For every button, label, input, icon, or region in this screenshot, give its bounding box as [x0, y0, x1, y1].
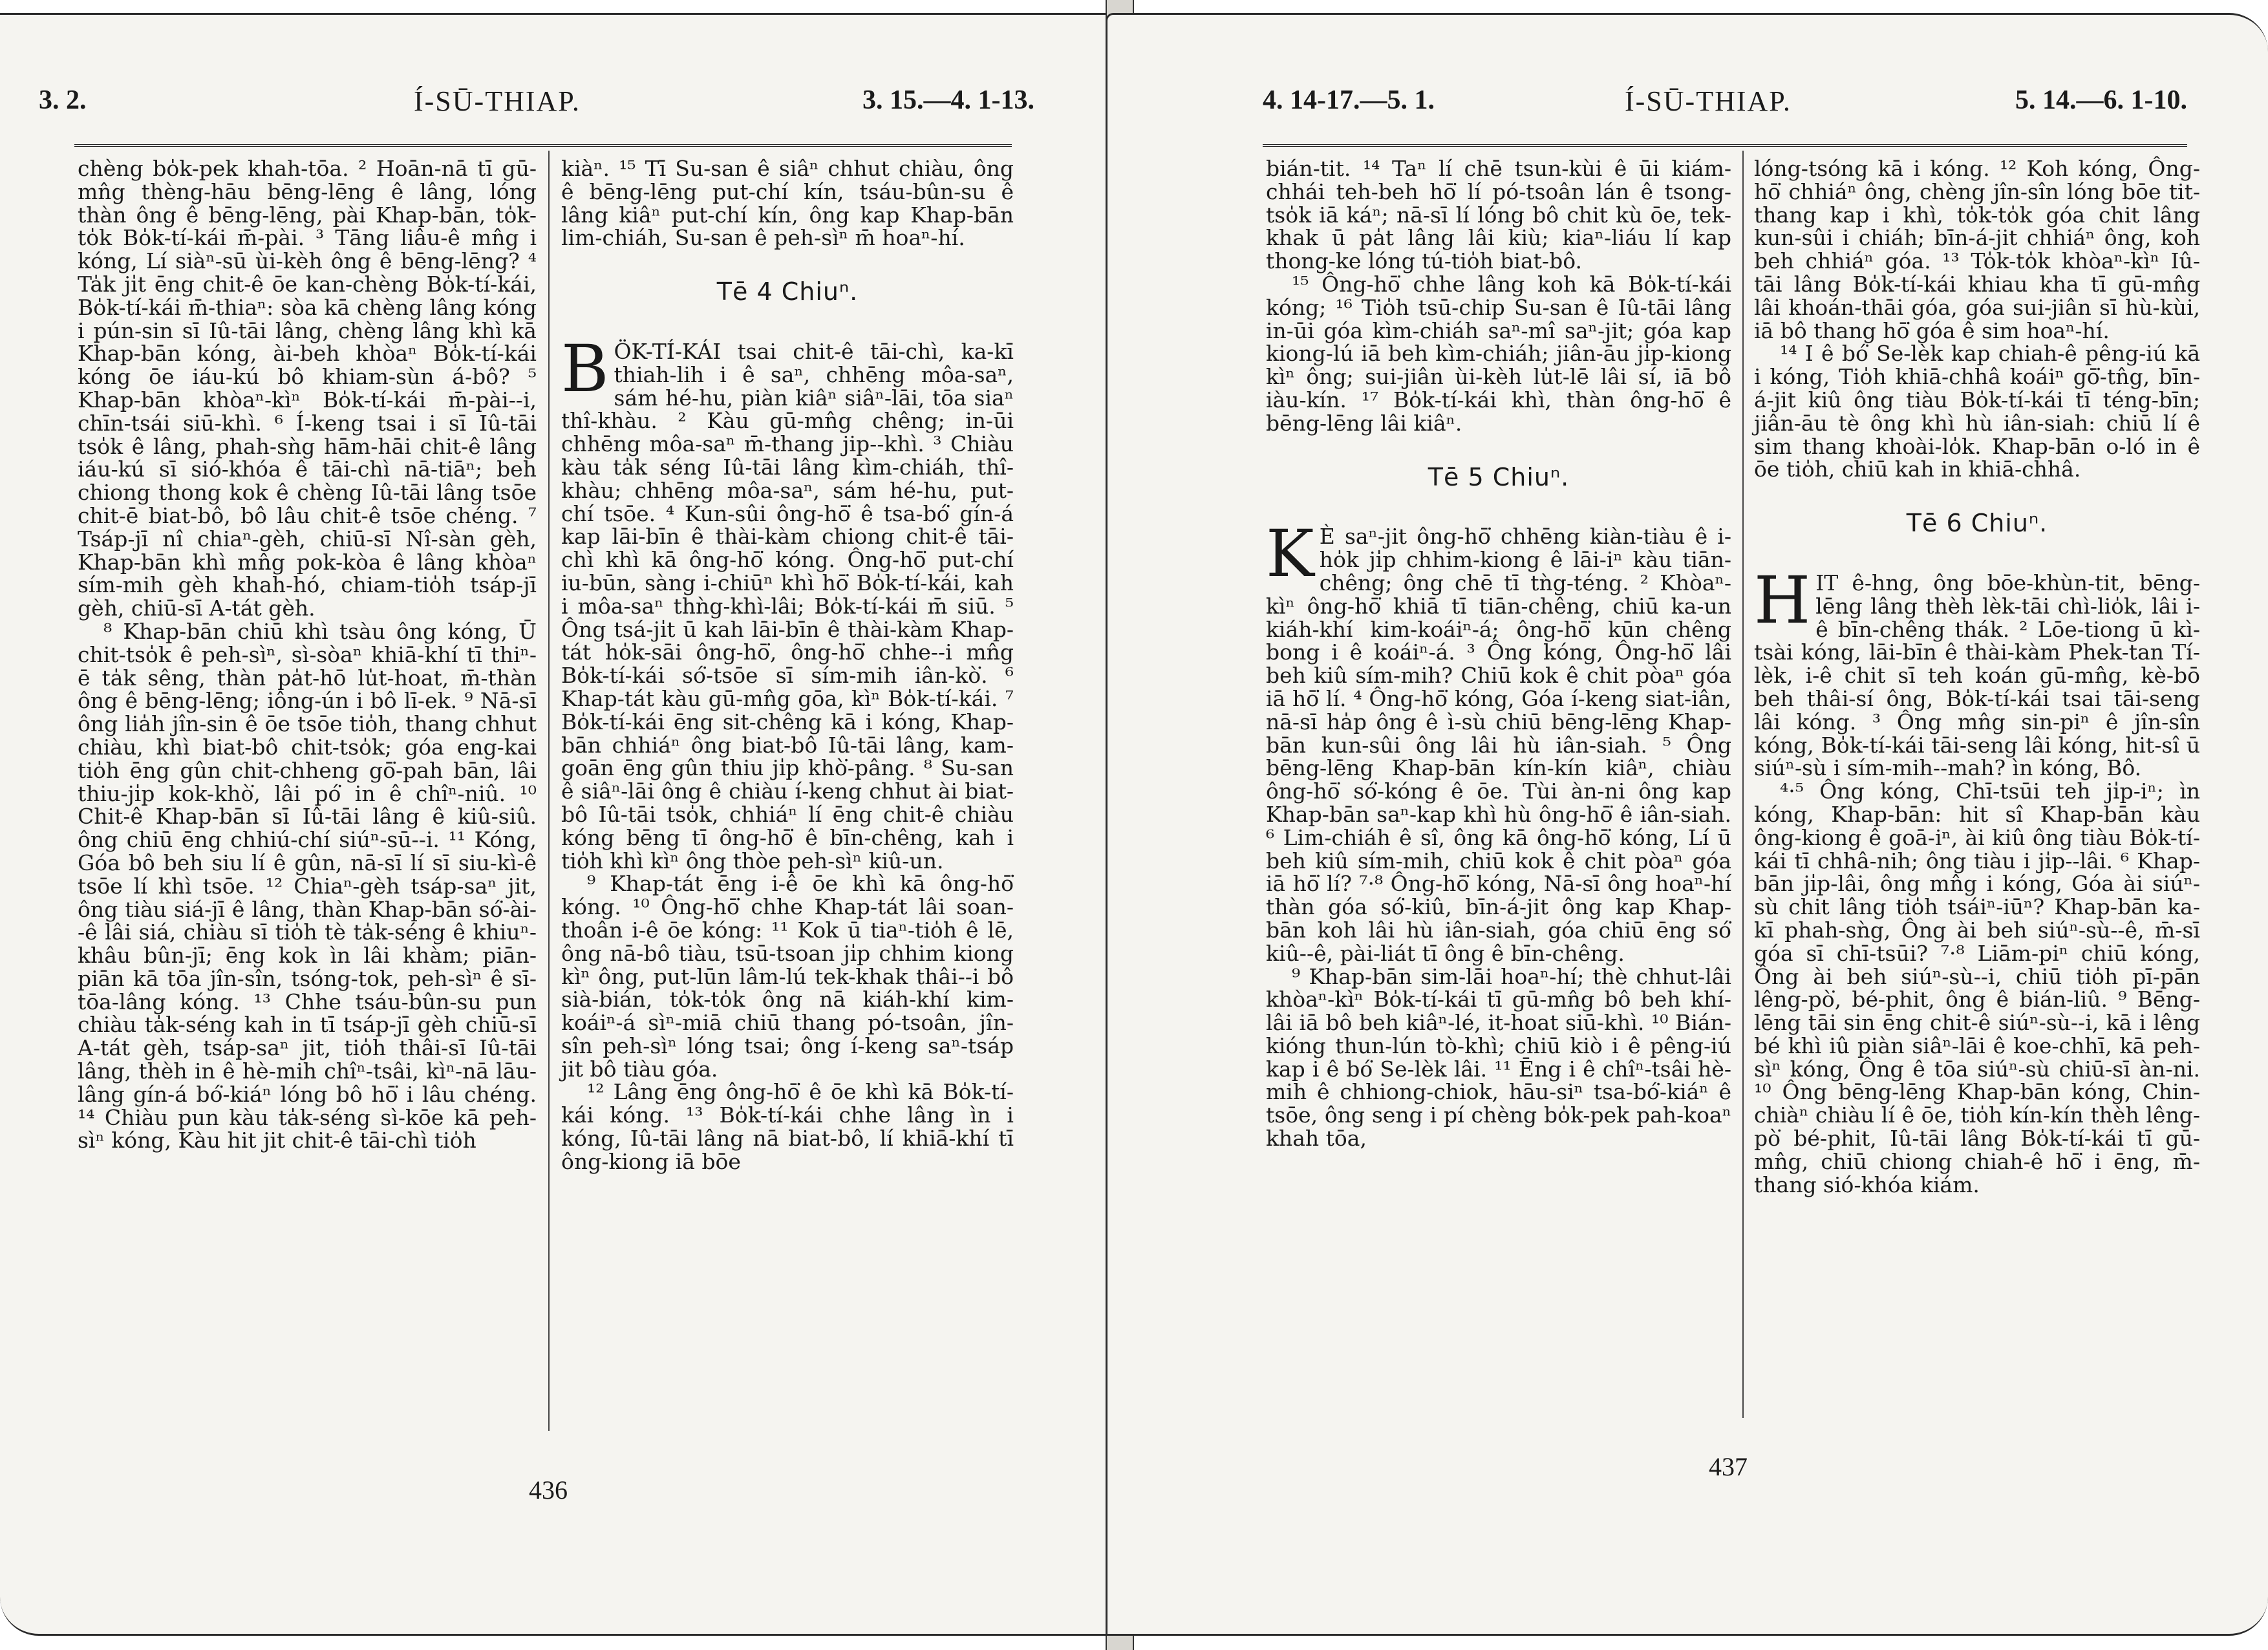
- drop-cap: H: [1754, 562, 1811, 638]
- chapter-heading: Tē 5 Chiuⁿ.: [1428, 462, 1570, 491]
- left-header-rule: [74, 144, 1012, 147]
- right-header: [1263, 85, 2187, 123]
- paragraph: bián-tit. ¹⁴ Taⁿ lí chē tsun-kùi ê ūi kiám-chhái teh-beh hō͘ lí pó-tsoân lán ê tsong-tso̍k iā káⁿ; nā-sī lí lóng bô chit kù ōe, tek-khak ū pa̍t lâng lâi kiù; kiaⁿ-liáu lí kap thong-ke lóng tú-tio̍h biat-bô.: [1266, 156, 1731, 274]
- paragraph: ¹⁴ I ê bó͘ Se-lèk kap chiah-ê pêng-iú kā i kóng, Tio̍h khiā-chhâ koáiⁿ gō͘-tn̂g, bīn-á-jit kiû ông tiàu Bo̍k-tí-kái tī téng-bīn; jiân-āu tè ông khì hù iân-siah: chiū lí ê sim thang khoài-lo̍k. Khap-bān o-ló in ê ōe tio̍h, chiū kah in khiā-chhâ.: [1754, 341, 2200, 482]
- paragraph: lóng-tsóng kā i kóng. ¹² Koh kóng, Ông-hō͘ chhiáⁿ ông, chèng jîn-sîn lóng bōe tit-thang kap i khì, to̍k-to̍k góa chit lâng kun-sûi i chiáh; bīn-á-jit chhiáⁿ ông, koh beh chhiáⁿ góa. ¹³ To̍k-to̍k khòaⁿ-kìⁿ Iû-tāi lâng Bo̍k-tí-kái khiau kha tī gū-mn̂g lâi khoán-thāi góa, góa sui-jiân sī hù-kùi, iā bô thang hō͘ góa ê sim hoaⁿ-hí.: [1754, 156, 2200, 343]
- paragraph: ⁴·⁵ Ông kóng, Chī-tsūi teh ji̍p-iⁿ; ìn kóng, Khap-bān: hit sî Khap-bān kàu ông-kiong ê goā-iⁿ, ài kiû ông tiàu Bo̍k-tí-kái tī chhâ-nih; ông tiàu i ji̍p--lâi. ⁶ Khap-bān ji̍p-lâi, ông mn̂g i kóng, Góa ài siúⁿ-sù chit lâng tio̍h tsáiⁿ-iūⁿ? Khap-bān ka-kī phah-sǹg, Ông ài beh siúⁿ-sù--ê, m̄-sī góa sī chī-tsūi? ⁷·⁸ Liām-piⁿ chiū kóng, Ông ài beh siúⁿ-sù--i, chiū tio̍h pī-pān lêng-pò͘, bé-phit, ông ê bián-liû. ⁹ Bēng-lēng tāi sin ēng chit-ê siúⁿ-sù--i, kā i lêng bé khì iû piàn siâⁿ-lāi ê koe-chhī, kā peh-sìⁿ kóng, Ông ê tōa siúⁿ-sù chiū-sī àn-ni. ¹⁰ Ông bēng-lēng Khap-bān kóng, Chin-chiàⁿ chiàu lí ê ōe, tio̍h kín-kín thèh lêng-pò͘ bé-phit, Iû-tāi lâng Bo̍k-tí-kái tī gū-mn̂g, chiū chiong chiah-ê hō͘ i ēng, m̄-thang sió-khóa kiám.: [1754, 778, 2200, 1197]
- right-header-ref: 4. 14-17.—5. 1.: [1263, 85, 1435, 115]
- paragraph: kiàⁿ. ¹⁵ Tī Su-san ê siâⁿ chhut chiàu, ông ê bēng-lēng put-chí kín, tsáu-bûn-su ê lâng kiâⁿ put-chí kín, ông kap Khap-bān lim-chiáh, Su-san ê peh-sìⁿ m̄ hoaⁿ-hí.: [561, 156, 1014, 251]
- left-column-1: [78, 157, 537, 1152]
- paragraph: ¹² Lâng ēng ông-hō͘ ê ōe khì kā Bo̍k-tí-kái kóng. ¹³ Bo̍k-tí-kái chhe lâng ìn i kóng, Iû-tāi lâng nā biat-bô, lí khiā-khí tī ông-kiong iā bōe: [561, 1079, 1014, 1174]
- left-header-ref: 3. 2.: [39, 85, 87, 115]
- left-column-divider: [548, 151, 550, 1431]
- right-page: [1106, 13, 2268, 1636]
- left-header-title: Í-SŪ-THIAP.: [414, 85, 581, 117]
- paragraph: chèng bo̍k-pek khah-tōa. ² Hoān-nā tī gū-mn̂g thèng-hāu bēng-lēng ê lâng, lóng thàn ông ê bēng-lēng, pài Khap-bān, to̍k-to̍k Bo̍k-tí-kái m̄-pài. ³ Tāng liâu-ê mn̂g i kóng, Lí siàⁿ-sū ùi-kèh ông ê bēng-lēng? ⁴ Ta̍k ji̍t ēng chit-ê ōe kan-chèng Bo̍k-tí-kái, Bo̍k-tí-kái m̄-thiaⁿ: sòa kā chèng lâng kóng i pún-sin sī Iû-tāi lâng, chèng lâng khì kā Khap-bān kóng, ài-beh khòaⁿ Bo̍k-tí-kái kóng ōe iáu-kú bô khiam-sùn á-bô? ⁵ Khap-bān khòaⁿ-kìⁿ Bo̍k-tí-kái m̄-pài--i, chīn-tsái siū-khì. ⁶ Í-keng tsai i sī Iû-tāi tso̍k ê lâng, phah-sǹg hām-hāi chit-ê lâng iáu-kú sī sió-khóa ê tāi-chì nā-tiāⁿ; beh chiong thong kok ê chèng Iû-tāi lâng tsōe chit-ē biat-bô, bô lâu chit-ê tsōe chéng. ⁷ Tsáp-jī nî chiaⁿ-gèh, chiū-sī Nî-sàn gèh, Khap-bān khì mn̂g pok-kòa ê lâng khòaⁿ sím-mih gèh khah-hó, chiam-tio̍h tsáp-jī gèh, chiū-sī A-tát gèh.: [78, 156, 537, 621]
- drop-cap: B: [561, 330, 609, 407]
- chapter-heading: Tē 4 Chiuⁿ.: [716, 277, 859, 306]
- paragraph: ¹⁵ Ông-hō͘ chhe lâng koh kā Bo̍k-tí-kái kóng; ¹⁶ Tio̍h tsū-chip Su-san ê Iû-tāi lâng in-ūi góa kìm-chiáh saⁿ-mî saⁿ-jit; góa kap kiong-lú iā beh kìm-chiáh; jiân-āu ji̍p-kiong kìⁿ ông; sui-jiân ùi-kèh lu̍t-lē lâi sí, iā bô iàu-kín. ¹⁷ Bo̍k-tí-kái khì, thàn ông-hō͘ ê bēng-lēng lâi kiâⁿ.: [1266, 271, 1731, 436]
- paragraph: ⁹ Khap-tát ēng i-ê ōe khì kā ông-hō͘ kóng. ¹⁰ Ông-hō͘ chhe Khap-tát lâi soan-thoân i-ê ōe kóng: ¹¹ Kok ū tiaⁿ-tio̍h ê lē, ông nā-bô tiàu, tsū-tsoan ji̍p chhim kiong kìⁿ ông, put-lūn lâm-lú tek-khak thâi--i bô sià-bián, to̍k-to̍k ông nā kiáh-khí kim-koáiⁿ-á sìⁿ-miā chiū thang pó-tsoân, jîn-sîn peh-sìⁿ lóng tsai; ông í-keng saⁿ-tsáp jit bô tiàu góa.: [561, 871, 1014, 1082]
- page-number: 436: [529, 1475, 568, 1505]
- left-header: [39, 85, 1034, 123]
- left-column-2: [561, 157, 1014, 1173]
- left-header-range: 3. 15.—4. 1-13.: [862, 85, 1034, 115]
- paragraph: ⁸ Khap-bān chiū khì tsàu ông kóng, Ū chit-tso̍k ê peh-sìⁿ, sì-sòaⁿ khiā-khí tī thiⁿ-ē ta̍k sêng, thàn pa̍t-hō lu̍t-hoat, m̄-thàn ông ê bēng-lēng; iông-ún i bô lī-ek. ⁹ Nā-sī ông lia̍h jîn-sin ê ōe tsōe tio̍h, thang chhut chiàu, khì biat-bô chit-tso̍k; góa eng-kai tio̍h ēng gûn chit-chheng gō͘-pah bān, lâi thiu-ji̍p kok-khò͘, lâi pó͘ in ê chîⁿ-niû. ¹⁰ Chit-ê Khap-bān sī Iû-tāi lâng ê kiû-siû. ông chiū ēng chhiú-chí siúⁿ-sū--i. ¹¹ Kóng, Góa bô beh siu lí ê gûn, nā-sī lí sī siu-kì-ê tsōe lí khì tsōe. ¹² Chiaⁿ-gèh tsáp-saⁿ jit, ông tiàu siá-jī ê lâng, thàn Khap-bān só͘-ài--ê lâi siá, chiàu sī tio̍h tè ta̍k-séng ê khiuⁿ-khâu bûn-jī; ēng kok ìn lâi khàm; piān-piān kā tōa jîn-sîn, tsóng-tok, peh-sìⁿ ê sī-tōa-lâng kóng. ¹³ Chhe tsáu-bûn-su pun chiàu ta̍k-séng kah in tī tsáp-jī gèh chiū-sī A-tát gèh, tsáp-saⁿ jit, tio̍h thâi-sī Iû-tāi lâng, thèh in ê hè-mih chîⁿ-tsâi, kìⁿ-nā lāu-lâng gín-á bó͘-kiáⁿ lóng bô hō͘ i lâu chéng. ¹⁴ Chiàu pun kàu ta̍k-séng sì-kōe kā peh-sìⁿ kóng, Kàu hit jit chit-ê tāi-chì tio̍h: [78, 618, 537, 1153]
- chapter-heading: Tē 6 Chiuⁿ.: [1906, 509, 2048, 538]
- right-column-1: [1266, 157, 1731, 1150]
- paragraph: ⁹ Khap-bān sim-lāi hoaⁿ-hí; thè chhut-lâi khòaⁿ-kìⁿ Bo̍k-tí-kái tī gū-mn̂g bô beh khí-lâi iā bô beh kiâⁿ-lé, it-hoat siū-khì. ¹⁰ Bián-kióng thun-lún tò-khì; chiū kiò i ê pêng-iú kap i ê bó͘ Se-lèk lâi. ¹¹ Ēng i ê chîⁿ-tsâi hè-mih ê chhiong-chiok, hāu-siⁿ tsa-bó͘-kiáⁿ ê tsōe, ông seng i pí chèng bo̍k-pek pah-koaⁿ khah tōa,: [1266, 963, 1731, 1152]
- right-header-range: 5. 14.—6. 1-10.: [2015, 85, 2187, 115]
- paragraph: ÖK-TÍ-KÁI tsai chit-ê tāi-chì, ka-kī thiah-lih i ê saⁿ, chhēng môa-saⁿ, sám hé-hu, piàn kiâⁿ siâⁿ-lāi, tōa siaⁿ thî-khàu. ² Kàu gū-mn̂g chêng; in-ūi chhēng môa-saⁿ m̄-thang jip--khì. ³ Chiàu kàu ta̍k séng Iû-tāi lâng kìm-chiáh, thî-khàu; chhēng môa-saⁿ, sám hé-hu, put-chí tsōe. ⁴ Kun-sûi ông-hō͘ ê tsa-bó͘ gín-á kap lāi-bīn ê thài-kàm chiong chit-ê tāi-chì khì kā ông-hō͘ kóng. Ông-hō͘ put-chí iu-būn, sàng i-chiūⁿ khì hō͘ Bo̍k-tí-kái, kah i môa-saⁿ thǹg-khì-lâi; Bo̍k-tí-kái m̄ siū. ⁵ Ông tsá-ji̍t ū kah lāi-bīn ê thài-kàm Khap-tát ho̍k-sāi ông-hō͘, ông-hō͘ chhe--i mn̂g Bo̍k-tí-kái só͘-tsōe sī sím-mih iân-kò͘. ⁶ Khap-tát kàu gū-mn̂g gōa, kìⁿ Bo̍k-tí-kái. ⁷ Bo̍k-tí-kái ēng sit-chêng kā i kóng, Khap-bān chhiáⁿ ông biat-bô Iû-tāi lâng, kam-goān ēng gûn thiu ji̍p khò͘-pâng. ⁸ Su-san ê siâⁿ-lāi ông ê chiàu í-keng chhut ài biat-bô Iû-tāi tso̍k, chhiáⁿ lí ēng chit-ê chiàu kóng bēng tī ông-hō͘ ê bīn-chêng, kah i tio̍h khì kìⁿ ông thòe peh-sìⁿ kiû-un.: [561, 338, 1014, 873]
- right-column-2: [1754, 157, 2200, 1196]
- right-header-rule: [1263, 144, 2187, 147]
- paragraph: IT ê-hng, ông bōe-khùn-tit, bēng-lēng lâng thèh lèk-tāi chì-lio̍k, lâi i-ê bīn-chêng thák. ² Lōe-tiong ū kì-tsài kóng, lāi-bīn ê thài-kàm Phek-tan Tí-lèk, i-ê chit sī teh koán gū-mn̂g, kè-bō beh thâi-sí ông, Bo̍k-tí-kái tsai tāi-seng lâi kóng. ³ Ông mn̂g sin-piⁿ ê jîn-sîn kóng, Bo̍k-tí-kái tāi-seng lâi kóng, hit-sî ū siúⁿ-sù i sím-mih--mah? ìn kóng, Bô.: [1754, 570, 2200, 781]
- left-page: [0, 13, 1118, 1636]
- drop-cap: K: [1266, 516, 1314, 592]
- paragraph: È saⁿ-jit ông-hō͘ chhēng kiàn-tiàu ê i-ho̍k ji̍p chhim-kiong ê lāi-iⁿ kàu tiān-chêng; ông chē tī tǹg-téng. ² Khòaⁿ-kìⁿ ông-hō͘ khiā tī tiān-chêng, chiū ka-un kiáh-khí kim-koáiⁿ-á; ông-hō͘ kūn chêng bong i ê koáiⁿ-á. ³ Ông kóng, Ông-hō͘ lâi beh kiû sím-mih? Chiū kok ê chit pòaⁿ góa iā hō͘ lí. ⁴ Ông-hō͘ kóng, Góa í-keng siat-iân, nā-sī ha̍p ông ê ì-sù chiū bēng-lēng Khap-bān kun-sûi ông lâi hù iân-siah. ⁵ Ông bēng-lēng Khap-bān kín-kín kiâⁿ, chiàu ông-hō͘ só͘-kóng ê ōe. Tùi àn-ni ông kap Khap-bān saⁿ-kap khì hù ông-hō͘ ê iân-siah. ⁶ Lim-chiáh ê sî, ông kā ông-hō͘ kóng, Lí ū beh kiû sím-mih, chiū kok ê chit pòaⁿ góa iā hō͘ lí? ⁷·⁸ Ông-hō͘ kóng, Nā-sī ông hoaⁿ-hí thàn góa só͘-kiû, bīn-á-jit ông kap Khap-bān koh lâi hù iân-siah, góa chiū ēng só͘ kiû--ê, pài-liát tī ông ê bīn-chêng.: [1266, 524, 1731, 966]
- right-header-title: Í-SŪ-THIAP.: [1625, 85, 1792, 117]
- right-column-divider: [1742, 151, 1744, 1418]
- page-number: 437: [1709, 1452, 1748, 1481]
